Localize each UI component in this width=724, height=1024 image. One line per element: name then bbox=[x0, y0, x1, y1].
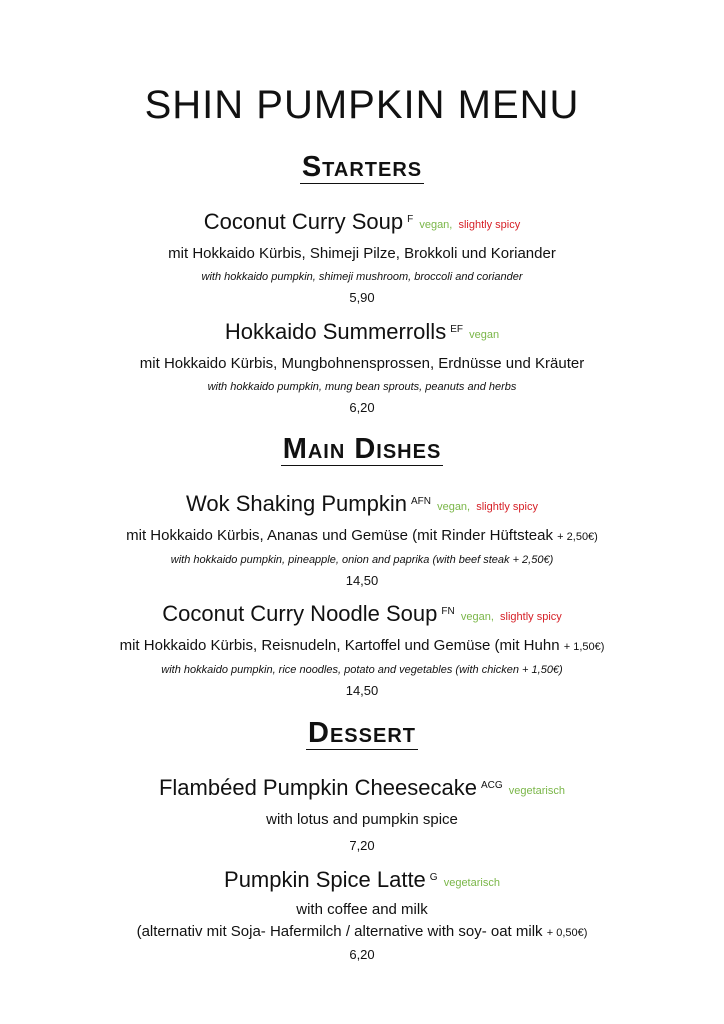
item-description-en: with hokkaido pumpkin, shimeji mushroom, broccoli and coriander bbox=[201, 271, 523, 283]
vegan-tag: vegan, bbox=[460, 611, 494, 623]
menu-item-hokkaido-summerrolls bbox=[0, 316, 724, 417]
menu-item-flambeed-pumpkin-cheesecake bbox=[0, 772, 724, 855]
item-description-en: with hokkaido pumpkin, pineapple, onion and paprika (with beef steak + 2,50€) bbox=[170, 554, 554, 566]
surcharge: + 2,50€) bbox=[557, 531, 598, 543]
allergen-codes: EF bbox=[450, 324, 463, 335]
item-description: with lotus and pumpkin spice bbox=[266, 811, 458, 828]
vegan-tag: vegan bbox=[469, 329, 500, 341]
allergen-codes: ACG bbox=[480, 780, 503, 791]
item-description-en: with hokkaido pumpkin, mung bean sprouts, peanuts and herbs bbox=[207, 381, 517, 393]
item-name: Hokkaido Summerrolls bbox=[224, 319, 447, 344]
item-price: 5,90 bbox=[349, 290, 375, 305]
menu-item-pumpkin-spice-latte bbox=[0, 864, 724, 964]
vegetarian-tag: vegetarisch bbox=[443, 877, 500, 889]
menu-item-wok-shaking-pumpkin bbox=[0, 488, 724, 590]
section-heading-dessert: Dessert bbox=[308, 717, 416, 749]
vegetarian-tag: vegetarisch bbox=[508, 785, 565, 797]
allergen-codes: F bbox=[407, 214, 414, 225]
menu-item-coconut-curry-soup bbox=[0, 206, 724, 307]
allergen-codes: AFN bbox=[410, 496, 431, 507]
allergen-codes: G bbox=[429, 872, 438, 883]
spicy-tag: slightly spicy bbox=[458, 219, 521, 231]
item-description: with coffee and milk bbox=[296, 901, 428, 918]
item-description-de: mit Hokkaido Kürbis, Shimeji Pilze, Brokkoli und Koriander bbox=[168, 245, 556, 262]
allergen-codes: FN bbox=[441, 606, 455, 617]
spicy-tag: slightly spicy bbox=[476, 501, 538, 513]
vegan-tag: vegan, bbox=[437, 501, 471, 513]
item-name: Coconut Curry Noodle Soup bbox=[162, 601, 438, 626]
item-price: 14,50 bbox=[345, 573, 379, 588]
item-description-de: mit Hokkaido Kürbis, Reisnudeln, Kartoffel und Gemüse (mit Huhn + 1,50€) bbox=[119, 637, 605, 654]
item-description-alt: (alternativ mit Soja- Hafermilch / alternative with soy- oat milk + 0,50€) bbox=[136, 923, 588, 940]
item-price: 14,50 bbox=[345, 683, 379, 698]
item-description-de: mit Hokkaido Kürbis, Ananas und Gemüse (mit Rinder Hüftsteak + 2,50€) bbox=[126, 527, 598, 544]
item-name: Pumpkin Spice Latte bbox=[224, 867, 426, 892]
item-price: 6,20 bbox=[349, 400, 375, 415]
section-heading-main-dishes: Main Dishes bbox=[282, 433, 442, 465]
menu-item-coconut-curry-noodle-soup bbox=[0, 598, 724, 700]
section-heading-starters: Starters bbox=[301, 151, 423, 183]
vegan-tag: vegan, bbox=[419, 219, 453, 231]
item-price: 7,20 bbox=[349, 838, 375, 853]
menu-title: SHIN PUMPKIN MENU bbox=[144, 83, 580, 127]
item-description-de: mit Hokkaido Kürbis, Mungbohnensprossen, Erdnüsse und Kräuter bbox=[139, 355, 585, 372]
surcharge: + 0,50€) bbox=[546, 927, 588, 939]
item-name: Wok Shaking Pumpkin bbox=[186, 491, 407, 516]
item-price: 6,20 bbox=[349, 947, 375, 962]
item-description-en: with hokkaido pumpkin, rice noodles, potato and vegetables (with chicken + 1,50€) bbox=[161, 664, 563, 676]
item-name: Flambéed Pumpkin Cheesecake bbox=[158, 775, 477, 800]
spicy-tag: slightly spicy bbox=[500, 611, 562, 623]
surcharge: + 1,50€) bbox=[563, 641, 605, 653]
item-name: Coconut Curry Soup bbox=[203, 209, 404, 234]
